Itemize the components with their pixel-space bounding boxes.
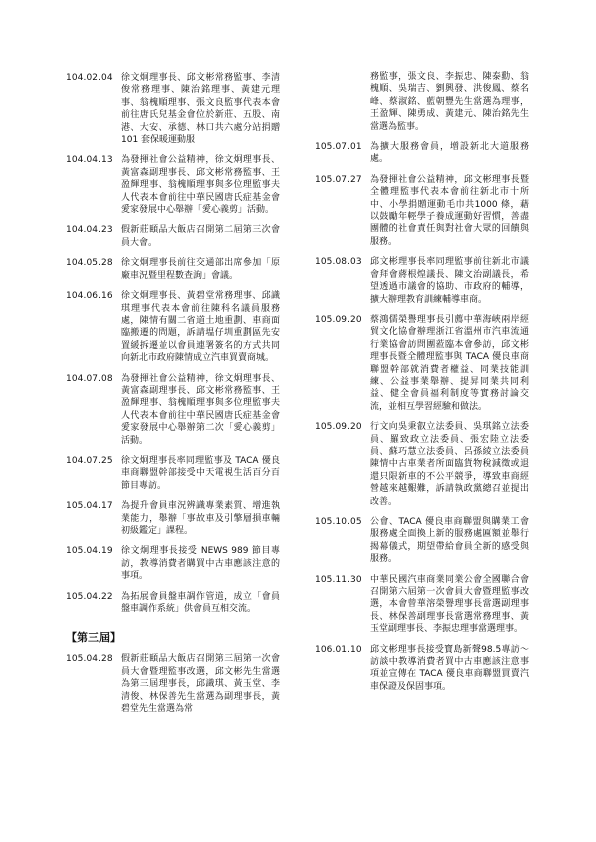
chronology-entry [66, 257, 280, 282]
chronology-entry [66, 72, 280, 146]
entry-date: 105.09.20 [315, 314, 362, 325]
chronology-list [66, 653, 280, 715]
chronology-entry [315, 574, 529, 636]
entry-text: 假新莊頤品大飯店召開第三屆第一次會員大會暨理監事改選，邱文彬先生當選為第三屆理事長，邱識琪、黃玉堂、李清俊、林保善先生當選為副理事長，黃碧堂先生當選為常 [121, 654, 280, 715]
entry-date: 105.08.03 [315, 257, 362, 268]
chronology-entry [66, 154, 280, 216]
entry-date: 104.02.04 [66, 73, 113, 83]
entry-text: 行文向吳秉叡立法委員、吳琪銘立法委員、羅致政立法委員、張宏陸立法委員、蘇巧慧立法委員、呂孫綾立法委員陳情中古車業者所面臨貨物稅減徵或退還只限新車的不公平競爭，導致車商經營越來越艱難，訴請執政黨總召並提出改善。 [370, 422, 529, 507]
chronology-list [315, 141, 529, 693]
entry-text: 公會、TACA 優良車商聯盟與購業工會服務處全面換上新的服務處匾額並舉行揭幕儀式，期望帶給會員全新的感受與服務。 [370, 517, 529, 565]
chronology-entry [315, 256, 529, 306]
entry-text: 為發揮社會公益精神，徐文炯理事長、黃富森副理事長、邱文彬常務監事、王盈輝理事、翁槐順理事與多位理監事夫人代表本會前往中華民國唐氏症基金會愛家發展中心舉辦「愛心義剪」活動。 [121, 155, 280, 216]
chronology-entry [315, 516, 529, 566]
chronology-entry [315, 174, 529, 248]
entry-text: 為拓展會員盤車調作管道，成立「會員盤車調作系統」供會員互相交流。 [121, 591, 280, 615]
entry-date: 106.01.10 [315, 644, 362, 655]
entry-text: 徐文炯理事長、黃碧堂常務理事、邱識琪理事代表本會前往陳科名議員服務處，陳情有關二省道土地重劃、車商面臨搬遷的問題，訴請塭仔圳重劃區先安置緩拆遷並以會員連署簽名的方式共同向新北市政府陳情成立汽車買賣商城。 [121, 291, 280, 364]
chronology-entry [66, 224, 280, 249]
entry-date: 104.06.16 [66, 291, 113, 302]
entry-date: 105.11.30 [315, 574, 362, 585]
entry-date: 105.04.19 [66, 546, 113, 557]
left-column [66, 72, 280, 723]
entry-text: 假新莊頤品大飯店召開第二屆第三次會員大會。 [121, 225, 280, 248]
entry-date: 104.07.25 [66, 455, 113, 466]
chronology-list [66, 72, 280, 615]
entry-date: 105.04.28 [66, 654, 113, 665]
chronology-entry [315, 141, 529, 166]
entry-text: 邱文彬理事長率同理監事前往新北市議會拜會蔣根煌議長、陳文治副議長，希望透過市議會的協助、市政府的輔導，擴大辦理教育訓練輔導車商。 [370, 257, 529, 305]
chronology-entry [66, 455, 280, 492]
right-column [315, 71, 529, 701]
entry-date: 104.05.28 [66, 258, 113, 269]
chronology-entry [66, 500, 280, 537]
entry-date: 105.10.05 [315, 517, 362, 527]
entry-text: 中華民國汽車商業同業公會全國聯合會召開第六屆第一次會員大會暨理監事改選，本會曾華溶榮譽理事長當選副理事長、林保善副理事長當選常務理事、黃玉堂副理事長、李振忠理事當選理事。 [370, 574, 529, 635]
entry-text: 為擴大服務會員，增設新北大道服務處。 [370, 142, 529, 165]
chronology-entry [66, 290, 280, 364]
entry-text: 徐文炯理事長、邱文彬常務監事、李清俊常務理事、陳治銘理事、黃建元理事、翁槐順理事、張文良監事代表本會前往唐氏兒基金會位於新莊、五股、南港、大安、承德、林口共六處分站捐贈 101 套保暖運動服 [121, 73, 280, 146]
entry-date: 105.09.20 [315, 422, 362, 433]
chronology-entry [315, 644, 529, 694]
chronology-entry [66, 545, 280, 582]
entry-date: 105.07.27 [315, 174, 362, 185]
chronology-entry [66, 591, 280, 616]
entry-date: 105.07.01 [315, 142, 362, 153]
entry-text: 徐文炯理事長前往交通部出席參加「原廠車況暨里程數查詢」會議。 [121, 258, 280, 281]
entry-text: 蔡鴻儒榮譽理事長引薦中華海峽兩岸經貿文化協會辦理浙江省溫州市汽車流通行業協會訪問團蒞臨本會參訪，邱文彬理事長暨全體理監事與 TACA 優良車商聯盟幹部就消費者權益、同業技能訓練、公益事業舉辦、提昇同業共同利益、健全會員福利制度等實務討論交流，並相互學習經驗和做法。 [370, 314, 529, 412]
chronology-entry [315, 421, 529, 508]
entry-date: 105.04.17 [66, 501, 113, 512]
entry-date: 104.07.08 [66, 373, 113, 384]
chronology-entry [66, 373, 280, 447]
continued-entry-text: 務監事，張文良、李振忠、陳泰勳、翁槐順、吳瑞吉、劉興發、洪俊鳳、蔡名峰、蔡淑銘、藍朝豐先生當選為理事，王盈輝、陳勇成、黃建元、陳治銘先生當選為監事。 [370, 72, 529, 132]
entry-date: 104.04.23 [66, 225, 113, 236]
entry-text: 徐文炯理事長率同理監事及 TACA 優良車商聯盟幹部接受中天電視生活百分百節目專訪。 [121, 455, 280, 491]
chronology-entry [66, 653, 280, 715]
entry-text: 邱文彬理事長接受寶島新聲98.5專訪～訪談中教導消費者買中古車應該注意事項並宣傳在 TACA 優良車商聯盟買賣汽車保證及保固事項。 [370, 644, 529, 692]
section-heading: 【第三屆】 [66, 631, 121, 645]
chronology-entry [315, 314, 529, 413]
entry-text: 為發揮社會公益精神，邱文彬理事長暨全體理監事代表本會前往新北市十所中、小學捐贈運動毛巾共1000 條，藉以鼓勵年輕學子養成運動好習慣，善盡團體的社會責任與對社會大眾的回饋與服務。 [370, 174, 529, 247]
entry-text: 為提升會員車況辨識專業素質、增進執業能力，舉辦「事故車及引擎層損車輛初級鑑定」課程。 [121, 501, 280, 536]
entry-text: 為發揮社會公益精神，徐文炯理事長、黃富森副理事長、邱文彬常務監事、王盈輝理事、翁槐順理事與多位理監事夫人代表本會前往中華民國唐氏症基金會愛家發展中心舉辦第二次「愛心義剪」活動。 [121, 373, 280, 446]
entry-date: 105.04.22 [66, 591, 113, 602]
entry-text: 徐文炯理事長接受 NEWS 989 節目專訪，教導消費者購買中古車應該注意的事項。 [121, 546, 280, 582]
entry-date: 104.04.13 [66, 155, 113, 166]
